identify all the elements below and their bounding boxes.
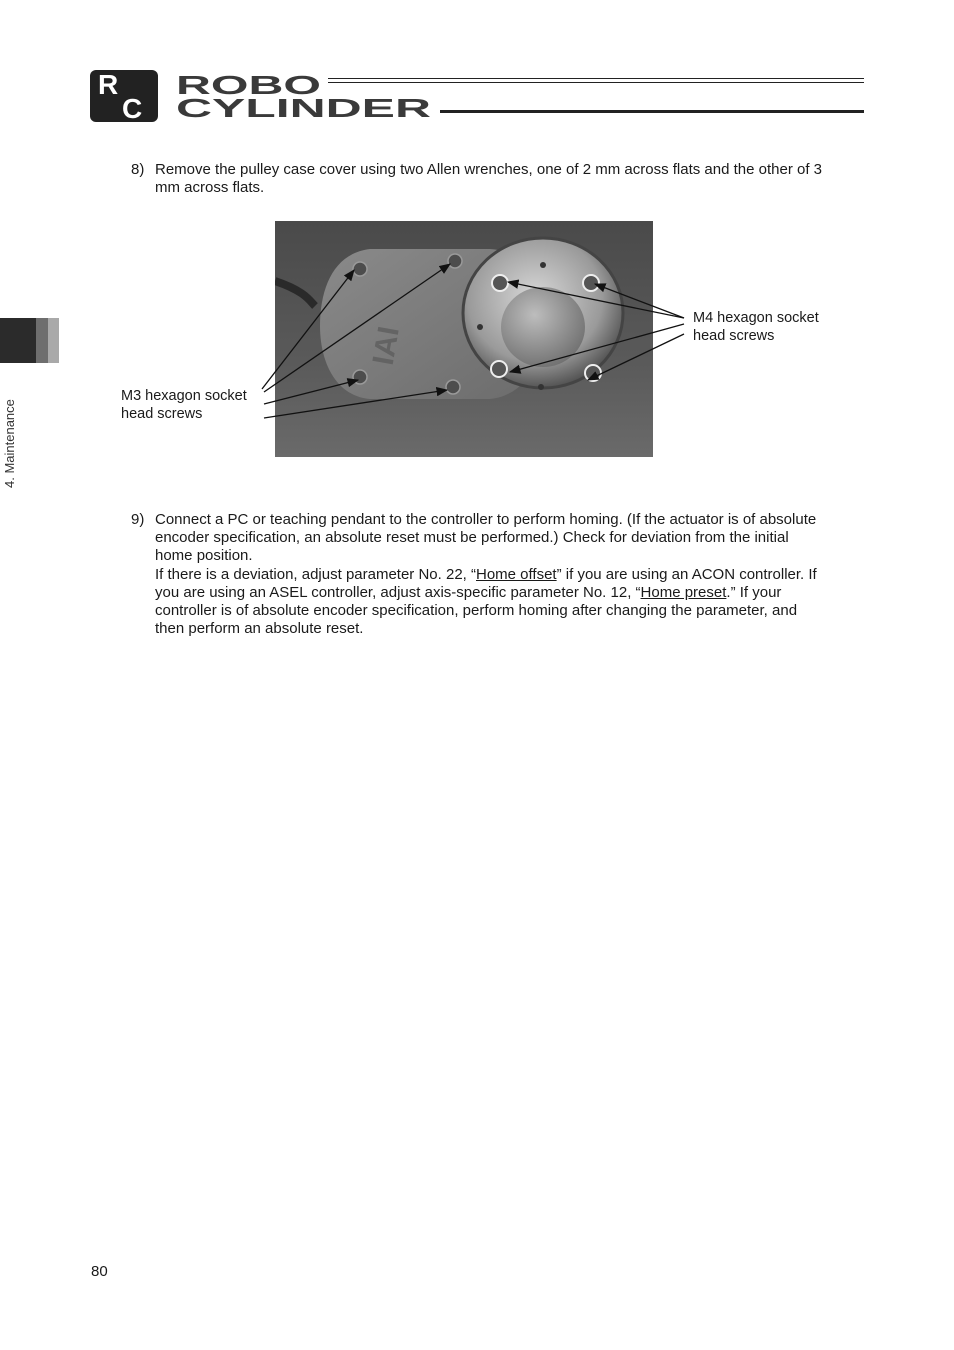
- header-rule-bottom: [440, 110, 864, 113]
- callout-m4-line-1: M4 hexagon socket: [693, 310, 819, 326]
- header-rule-top: [328, 78, 864, 79]
- cover-iai-marking: IAI: [366, 324, 406, 368]
- step-8-line-1: Remove the pulley case cover using two Allen wrenches, one of 2 mm across flats and the other of 3: [155, 161, 823, 178]
- step-8-text: [155, 161, 822, 197]
- home-offset-link[interactable]: Home offset: [476, 565, 557, 583]
- chapter-side-label: 4. Maintenance: [2, 399, 17, 488]
- header-rule-mid: [328, 82, 864, 83]
- robo-cylinder-logo: [90, 68, 435, 124]
- callout-m3-line-1: M3 hexagon socket: [121, 388, 247, 404]
- pulley-case-photo: [275, 221, 653, 457]
- step-9-line-4: If there is a deviation, adjust parameter No. 22, “Home offset” if you are using an ACON controller. If: [155, 565, 817, 583]
- logo-mark-c: C: [122, 93, 143, 124]
- logo-text-cylinder: CYLINDER: [176, 93, 432, 123]
- chapter-tab-mid: [36, 318, 48, 363]
- callout-m4-label: [693, 310, 819, 345]
- page-number: 80: [91, 1263, 108, 1280]
- step-9-line-3: home position.: [155, 547, 253, 565]
- callout-m3-label: [121, 388, 247, 423]
- step-8-number: 8): [131, 161, 145, 178]
- step-9-line-7: then perform an absolute reset.: [155, 620, 364, 638]
- step-9-line-1: Connect a PC or teaching pendant to the controller to perform homing. (If the actuator is of absolute: [155, 511, 817, 528]
- callout-m3-line-2: head screws: [121, 405, 203, 422]
- shaft: [501, 287, 585, 367]
- chapter-tab-light: [48, 318, 59, 363]
- step-9-line-6: controller is of absolute encoder specification, perform homing after changing the parameter, and: [155, 602, 798, 620]
- logo-mark-r: R: [98, 69, 119, 100]
- chapter-tab-dark: [0, 318, 36, 363]
- logo-text-robo: ROBO: [176, 70, 321, 100]
- step-9-line-2: encoder specification, an absolute reset must be performed.) Check for deviation from the initial: [155, 529, 789, 547]
- step-9-text: [155, 511, 817, 638]
- step-8-line-2: mm across flats.: [155, 179, 265, 197]
- step-9-line-5: you are using an ASEL controller, adjust axis-specific parameter No. 12, “Home preset.” If your: [155, 583, 782, 601]
- step-9-number: 9): [131, 511, 145, 528]
- home-preset-link[interactable]: Home preset: [640, 583, 727, 601]
- callout-m4-line-2: head screws: [693, 327, 775, 344]
